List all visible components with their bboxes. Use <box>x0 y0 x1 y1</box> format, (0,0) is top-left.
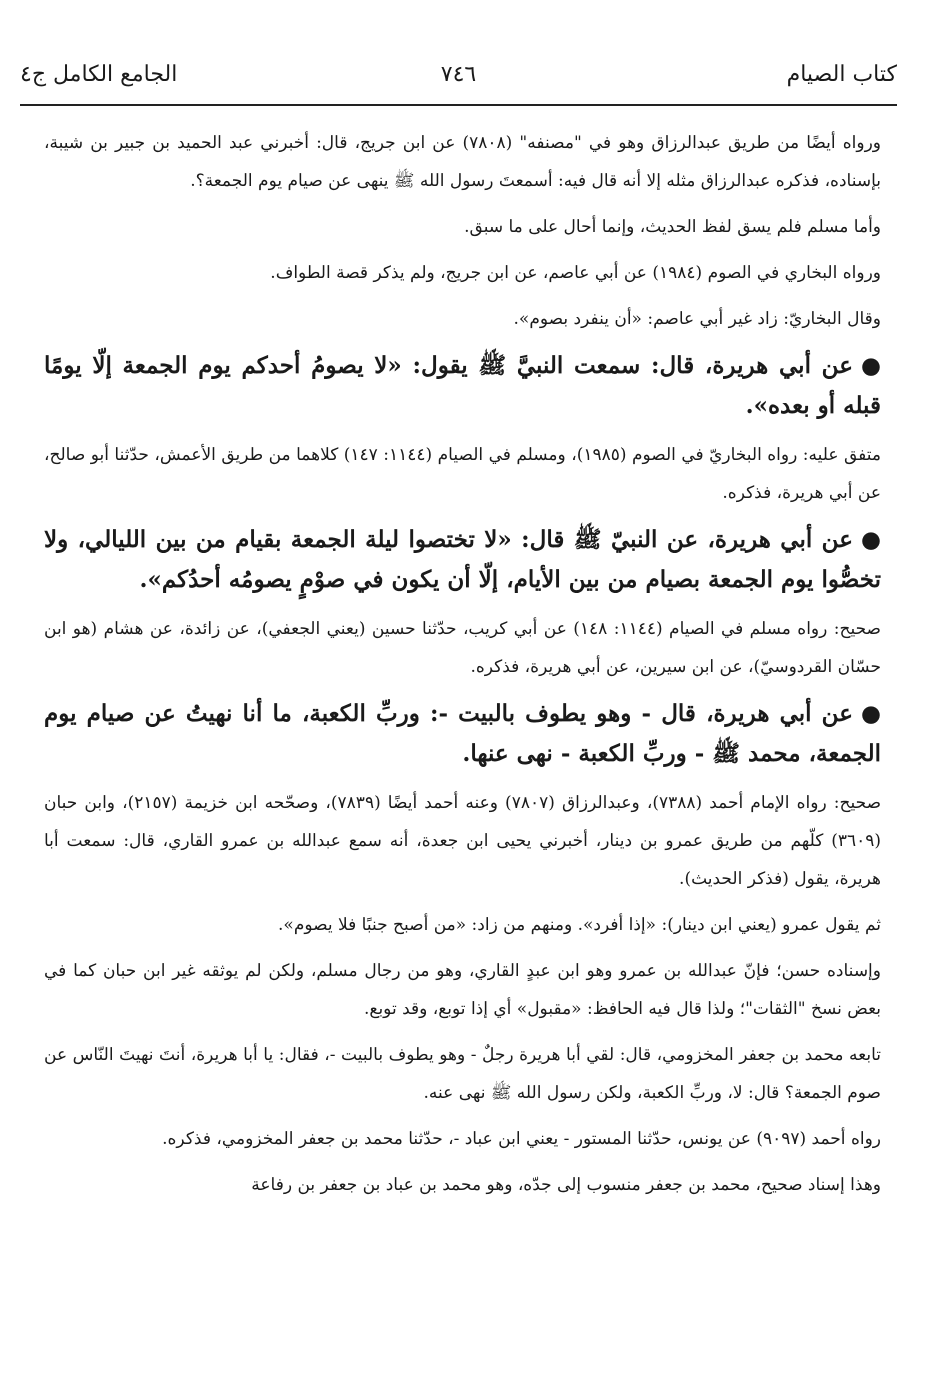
hadith-body: عن أبي هريرة، عن النبيّ ﷺ قال: «لا تختصوا ليلة الجمعة بقيام من بين الليالي، ولا تخصُّوا يوم الجمعة بصيام من بين الأيام، إلّا أن يكون في صوْمٍ يصومُه أحدُكم». <box>44 526 881 593</box>
page-number: ٧٤٦ <box>440 62 477 87</box>
paragraph-text: وأما مسلم فلم يسق لفظ الحديث، وإنما أحال على ما سبق. <box>464 217 881 237</box>
paragraph-text: صحيح: رواه الإمام أحمد (٧٣٨٨)، وعبدالرزاق (٧٨٠٧) وعنه أحمد أيضًا (٧٨٣٩)، وصحّحه ابن خزيمة (٢١٥٧)، وابن حبان (٣٦٠٩) كلّهم من طريق عمرو بن دينار، أخبرني يحيى ابن جعدة، أنه سمع عبدالله بن عمرو القاري، قال: سمعت أبا هريرة، يقول (فذكر الحديث). <box>44 793 882 889</box>
hadith-text <box>44 520 881 600</box>
series-title: الجامع الكامل ج٤ <box>20 62 178 87</box>
paragraph-text: وقال البخاريّ: زاد غير أبي عاصم: «أن ينفرد بصوم». <box>513 309 881 329</box>
paragraph <box>44 436 881 512</box>
paragraph <box>44 906 881 944</box>
paragraph-text: رواه أحمد (٩٠٩٧) عن يونس، حدّثنا المستور - يعني ابن عباد -، حدّثنا محمد بن جعفر المخزومي، فذكره. <box>162 1129 881 1149</box>
bullet-icon: ● <box>860 526 881 553</box>
paragraph <box>44 952 881 1028</box>
paragraph <box>44 208 881 246</box>
paragraph-text: صحيح: رواه مسلم في الصيام (١١٤٤: ١٤٨) عن أبي كريب، حدّثنا حسين (يعني الجعفي)، عن زائدة، عن هشام (هو ابن حسّان القردوسيّ)، عن ابن سيرين، عن أبي هريرة، فذكره. <box>44 619 881 677</box>
paragraph <box>44 300 881 338</box>
paragraph-text: متفق عليه: رواه البخاريّ في الصوم (١٩٨٥)، ومسلم في الصيام (١١٤٤: ١٤٧) كلاهما من طريق الأعمش، حدّثنا أبو صالح، عن أبي هريرة، فذكره. <box>44 445 881 503</box>
book-title: كتاب الصيام <box>786 62 897 87</box>
paragraph-text: وإسناده حسن؛ فإنّ عبدالله بن عمرو وهو ابن عبدٍ القاري، وهو من رجال مسلم، ولكن لم يوثقه غير ابن حبان كما في بعض نسخ "الثقات"؛ ولذا قال فيه الحافظ: «مقبول» أي إذا توبع، وقد توبع. <box>44 961 881 1019</box>
page-body <box>44 124 881 1212</box>
paragraph-text: تابعه محمد بن جعفر المخزومي، قال: لقي أبا هريرة رجلٌ - وهو يطوف بالبيت -، فقال: يا أبا هريرة، أنتَ نهيتَ النّاس عن صوم الجمعة؟ قال: لا، وربِّ الكعبة، ولكن رسول الله ﷺ نهى عنه. <box>44 1045 881 1103</box>
paragraph-text: ورواه البخاري في الصوم (١٩٨٤) عن أبي عاصم، عن ابن جريج، ولم يذكر قصة الطواف. <box>270 263 881 283</box>
paragraph-text: ثم يقول عمرو (يعني ابن دينار): «إذا أفرد». ومنهم من زاد: «من أصبح جنبًا فلا يصوم». <box>278 915 881 935</box>
paragraph <box>44 1036 881 1112</box>
bullet-icon: ● <box>860 700 881 727</box>
paragraph <box>44 610 881 686</box>
paragraph <box>44 1120 881 1158</box>
hadith-body: عن أبي هريرة، قال: سمعت النبيَّ ﷺ يقول: «لا يصومُ أحدكم يوم الجمعة إلّا يومًا قبله أو بعده». <box>44 352 881 419</box>
paragraph-text: ورواه أيضًا من طريق عبدالرزاق وهو في "مصنفه" (٧٨٠٨) عن ابن جريج، قال: أخبرني عبد الحميد بن جبير بن شيبة، بإسناده، فذكره عبدالرزاق مثله إلا أنه قال فيه: أسمعتَ رسول الله ﷺ ينهى عن صيام يوم الجمعة؟. <box>44 133 881 191</box>
paragraph <box>44 784 881 898</box>
hadith-text <box>44 694 881 774</box>
hadith-text <box>44 346 881 426</box>
hadith-body: عن أبي هريرة، قال - وهو يطوف بالبيت -: وربِّ الكعبة، ما أنا نهيتُ عن صيام يوم الجمعة، محمد ﷺ - وربِّ الكعبة - نهى عنها. <box>44 700 881 767</box>
paragraph <box>44 254 881 292</box>
paragraph <box>44 124 881 200</box>
page-header <box>20 56 897 106</box>
paragraph-text: وهذا إسناد صحيح، محمد بن جعفر منسوب إلى جدّه، وهو محمد بن عباد بن جعفر بن رفاعة <box>251 1175 881 1195</box>
bullet-icon: ● <box>860 352 881 379</box>
paragraph <box>44 1166 881 1204</box>
